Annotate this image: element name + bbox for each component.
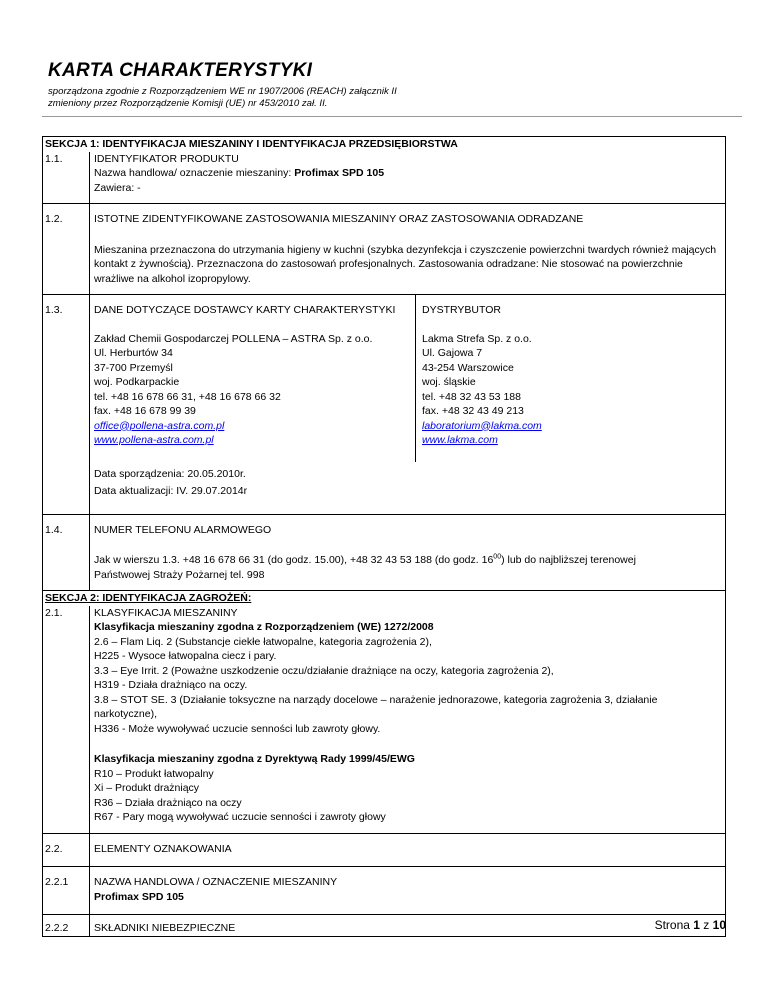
row-2-2-2 xyxy=(43,914,725,936)
safety-data-sheet-table xyxy=(42,136,726,937)
row-1-1 xyxy=(43,152,725,204)
row-title: ISTOTNE ZIDENTYFIKOWANE ZASTOSOWANIA MIESZANINY ORAZ ZASTOSOWANIA ODRADZANE xyxy=(94,213,584,225)
distributor-email-link[interactable]: laboratorium@lakma.com xyxy=(422,419,542,432)
document-subtitle xyxy=(48,86,728,110)
clp-line: 3.8 – STOT SE. 3 (Działanie toksyczne na narządy docelowe – narażenie jednorazowe, kategoria zagrożenia 3, działanie narkotyczne), xyxy=(94,693,658,720)
product-name: Profimax SPD 105 xyxy=(94,890,184,903)
supplier-street: Ul. Herburtów 34 xyxy=(94,347,173,359)
supplier-tel: tel. +48 16 678 66 31, +48 16 678 66 32 xyxy=(94,390,281,403)
row-body xyxy=(89,915,725,936)
row-body xyxy=(89,152,725,204)
trade-name-label: Nazwa handlowa/ oznaczenie mieszaniny: xyxy=(94,167,295,179)
page-separator: z xyxy=(699,918,713,932)
row-2-1 xyxy=(43,606,725,833)
distributor-region: woj. śląskie xyxy=(422,376,476,388)
dsd-line: R10 – Produkt łatwopalny xyxy=(94,767,214,780)
trade-name-line xyxy=(94,166,721,181)
supplier-block xyxy=(90,328,416,462)
row-2-2 xyxy=(43,833,725,867)
dsd-line: R67 - Pary mogą wywoływać uczucie senności i zawroty głowy xyxy=(94,811,386,823)
header-divider xyxy=(42,116,742,117)
emergency-text-line-2: Państwowej Straży Pożarnej tel. 998 xyxy=(94,568,265,581)
emergency-text: Jak w wierszu 1.3. +48 16 678 66 31 (do godz. 15.00), +48 32 43 53 188 (do godz. $16^{00}$) lub do najbliższej terenowej xyxy=(94,553,636,566)
row-title: IDENTYFIKATOR PRODUKTU xyxy=(94,152,239,165)
dsd-line: Xi – Produkt drażniący xyxy=(94,782,200,794)
page-footer xyxy=(655,918,726,932)
row-title: ELEMENTY OZNAKOWANIA xyxy=(94,842,232,855)
row-body xyxy=(89,204,725,294)
row-title: KLASYFIKACJA MIESZANINY xyxy=(94,606,238,619)
clp-line: H225 - Wysoce łatwopalna ciecz i pary. xyxy=(94,650,277,662)
clp-line: H319 - Działa drażniąco na oczy. xyxy=(94,679,248,691)
page-label: Strona xyxy=(654,918,694,932)
row-1-4 xyxy=(43,514,725,591)
subtitle-line-2: zmieniony przez Rozporządzenie Komisji (UE) nr 453/2010 zał. II. xyxy=(48,98,328,109)
page-number: 1 xyxy=(693,918,700,932)
distributor-fax: fax. +48 32 43 49 213 xyxy=(422,405,524,417)
supplier-title: DANE DOTYCZĄCE DOSTAWCY KARTY CHARAKTERYSTYKI xyxy=(90,295,416,328)
row-title: NUMER TELEFONU ALARMOWEGO xyxy=(94,523,272,536)
page-total: 10 xyxy=(712,918,726,932)
supplier-region: woj. Podkarpackie xyxy=(94,376,180,388)
row-body xyxy=(89,515,725,591)
dates-block xyxy=(94,462,721,514)
clp-line: H336 - Może wywoływać uczucie senności lub zawroty głowy. xyxy=(94,722,381,735)
row-number: 1.4. xyxy=(45,523,63,536)
distributor-title: DYSTRYBUTOR xyxy=(422,304,501,316)
clp-heading: Klasyfikacja mieszaniny zgodna z Rozporządzeniem (WE) 1272/2008 xyxy=(94,621,434,633)
supplier-fax: fax. +48 16 678 99 39 xyxy=(94,405,196,417)
row-title: NAZWA HANDLOWA / OZNACZENIE MIESZANINY xyxy=(94,876,338,888)
row-number: 2.1. xyxy=(45,606,63,619)
document-title: KARTA CHARAKTERYSTYKI xyxy=(48,60,313,81)
distributor-website-link[interactable]: www.lakma.com xyxy=(422,434,498,446)
supplier-email-link[interactable]: office@pollena-astra.com.pl xyxy=(94,419,225,432)
subtitle-line-1: sporządzona zgodnie z Rozporządzeniem WE nr 1907/2006 (REACH) załącznik II xyxy=(48,86,397,97)
row-number: 1.3. xyxy=(45,304,63,316)
date-created: Data sporządzenia: 20.05.2010r. xyxy=(94,467,246,480)
distributor-name: Lakma Strefa Sp. z o.o. xyxy=(422,332,532,345)
row-body xyxy=(89,867,725,914)
row-number: 1.1. xyxy=(45,152,63,165)
distributor-tel: tel. +48 32 43 53 188 xyxy=(422,390,521,403)
supplier-website-link[interactable]: www.pollena-astra.com.pl xyxy=(94,434,214,446)
dsd-heading: Klasyfikacja mieszaniny zgodna z Dyrektywą Rady 1999/45/EWG xyxy=(94,753,415,765)
row-body xyxy=(89,606,725,833)
row-number: 1.2. xyxy=(45,213,63,225)
row-body xyxy=(89,834,725,867)
row-body xyxy=(89,295,725,514)
trade-name-value: Profimax SPD 105 xyxy=(294,167,385,179)
section-2-heading: SEKCJA 2: IDENTYFIKACJA ZAGROŻEŃ: xyxy=(43,590,725,606)
uses-text: Mieszanina przeznaczona do utrzymania higieny w kuchni (szybka dezynfekcja i czyszczenie powierzchni twardych również mających kontakt z żywnością). Przeznaczona do zastosowań profesjonalnych. Zastosowania odradzane: Nie stosować na powierzchnie wrażliwe na alkohol izopropylowy. xyxy=(94,243,717,285)
row-1-2 xyxy=(43,203,725,294)
clp-line: 3.3 – Eye Irrit. 2 (Poważne uszkodzenie oczu/działanie drażniące na oczy, kategoria zagrożenia 2), xyxy=(94,664,554,677)
date-updated: Data aktualizacji: IV. 29.07.2014r xyxy=(94,484,248,497)
supplier-city: 37-700 Przemyśl xyxy=(94,361,173,374)
row-number: 2.2.2 xyxy=(45,922,69,934)
row-1-3 xyxy=(43,294,725,514)
document-header xyxy=(48,60,728,110)
dsd-line: R36 – Działa drażniąco na oczy xyxy=(94,796,242,809)
contains-line: Zawiera: - xyxy=(94,181,141,194)
distributor-street: Ul. Gajowa 7 xyxy=(422,347,483,359)
row-title: SKŁADNIKI NIEBEZPIECZNE xyxy=(94,922,236,934)
supplier-name: Zakład Chemii Gospodarczej POLLENA – ASTRA Sp. z o.o. xyxy=(94,332,373,345)
section-1-heading: SEKCJA 1: IDENTYFIKACJA MIESZANINY I IDENTYFIKACJA PRZEDSIĘBIORSTWA xyxy=(45,138,458,150)
row-2-2-1 xyxy=(43,866,725,914)
row-number: 2.2.1 xyxy=(45,876,69,888)
distributor-block xyxy=(416,328,725,462)
row-number: 2.2. xyxy=(45,842,63,855)
clp-line: 2.6 – Flam Liq. 2 (Substancje ciekłe łatwopalne, kategoria zagrożenia 2), xyxy=(94,635,432,648)
distributor-city: 43-254 Warszowice xyxy=(422,361,514,374)
